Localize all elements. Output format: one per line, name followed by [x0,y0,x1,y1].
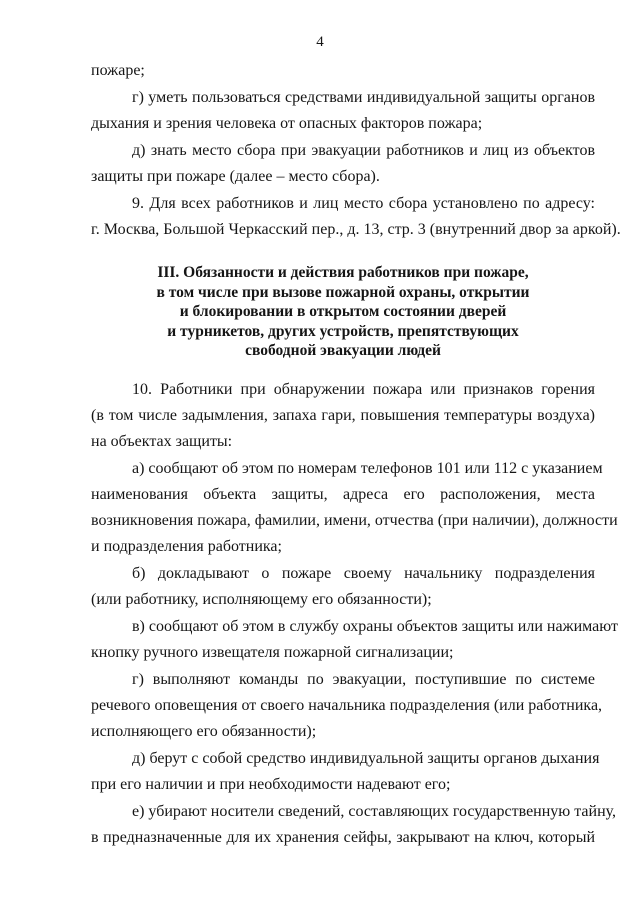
text-line: (или работнику, исполняющему его обязанности); [91,590,432,608]
text-line: пожаре; [91,62,145,79]
text-line: г) выполняют команды по эвакуации, поступившие по системе [132,670,595,688]
paragraph-item-a [91,456,618,560]
heading-line: III. Обязанности и действия работников при пожаре, [157,264,529,281]
text-line: и подразделения работника; [91,537,282,555]
text-line: защиты при пожаре (далее – место сбора). [91,168,380,185]
text-line: дыхания и зрения человека от опасных факторов пожара; [91,115,483,132]
text-line: д) знать место сбора при эвакуации работников и лиц из объектов [132,142,595,159]
text-line: возникновения пожара, фамилии, имени, отчества (при наличии), должности [91,511,618,529]
text-line: а) сообщают об этом по номерам телефонов 101 или 112 с указанием [132,459,603,477]
text-line: г) уметь пользоваться средствами индивидуальной защиты органов [132,89,595,106]
text-line: б) докладывают о пожаре своему начальнику подразделения [132,564,595,582]
page-number: 4 [316,34,324,50]
heading-line: в том числе при вызове пожарной охраны, открытии [156,283,530,301]
text-line: на объектах защиты: [91,432,233,450]
paragraph-9 [91,191,621,243]
paragraph-item-b [91,561,595,613]
heading-line: и турникетов, других устройств, препятствующих [167,322,519,340]
text-line: при его наличии и при необходимости надевают его; [91,775,451,793]
section-heading [91,263,595,361]
text-line: исполняющего его обязанности); [91,722,317,740]
text-line: (в том числе задымления, запаха гари, повышения температуры воздуха) [91,406,595,424]
text-line: наименования объекта защиты, адреса его расположения, места [91,485,595,503]
text-line: в) сообщают об этом в службу охраны объектов защиты или нажимают [132,617,619,635]
heading-line: свободной эвакуации людей [245,342,441,360]
paragraph-item-d [91,138,595,190]
paragraph-continuation [91,58,595,84]
text-line: е) убирают носители сведений, составляющих государственную тайну, [132,802,617,820]
text-line: г. Москва, Большой Черкасский пер., д. 13, стр. 3 (внутренний двор за аркой). [91,221,621,238]
paragraph-item-v [91,614,619,666]
text-line: д) берут с собой средство индивидуальной защиты органов дыхания [132,749,600,767]
document-body [91,58,621,851]
paragraph-10 [91,377,595,455]
paragraph-item-g2 [91,667,603,745]
text-line: в предназначенные для их хранения сейфы, закрывают на ключ, который [91,828,595,846]
text-line: 9. Для всех работников и лиц место сбора установлено по адресу: [132,195,595,212]
paragraph-item-g [91,85,595,137]
paragraph-item-d2 [91,746,600,798]
text-line: 10. Работники при обнаружении пожара или признаков горения [132,380,595,398]
paragraph-item-e [91,799,617,851]
text-line: речевого оповещения от своего начальника подразделения (или работника, [91,696,603,714]
heading-line: и блокировании в открытом состоянии дверей [179,303,507,321]
text-line: кнопку ручного извещателя пожарной сигнализации; [91,643,454,661]
